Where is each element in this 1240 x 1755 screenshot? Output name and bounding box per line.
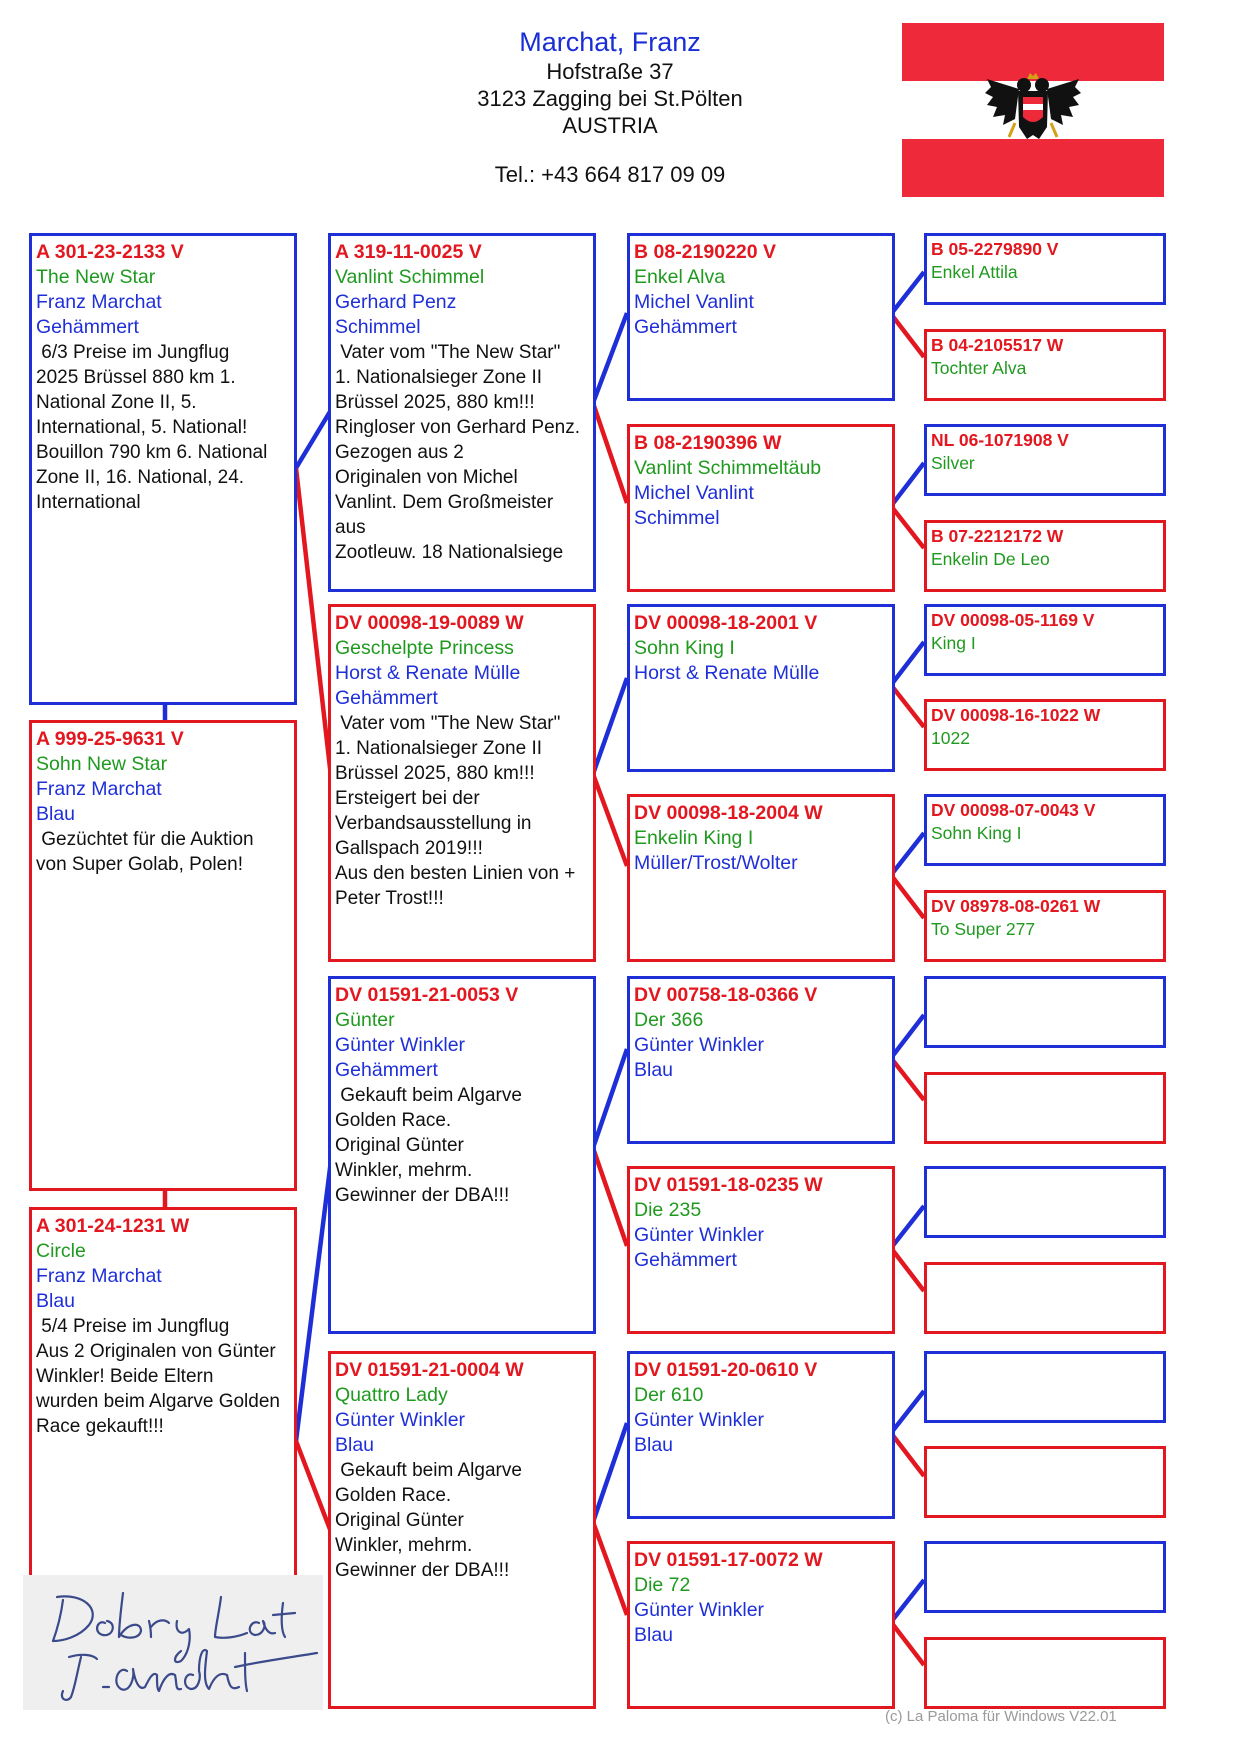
pedigree-card-gen4-1: [924, 233, 1166, 305]
pigeon-name: Tochter Alva: [931, 358, 1027, 378]
pigeon-name: To Super 277: [931, 919, 1036, 939]
pedigree-card-gen4-10: [924, 1072, 1166, 1144]
pigeon-notes: Vater vom "The New Star" 1. Nationalsieger Zone II Brüssel 2025, 880 km!!! Ersteigert bei der Verbandsausstellung in Gallspach 2019!!! Aus den besten Linien von + Peter Trost!!!: [335, 713, 576, 909]
signature-icon: [23, 1575, 323, 1710]
plumage-color: Blau: [634, 1624, 674, 1646]
plumage-color: Schimmel: [335, 316, 421, 338]
ring-number: B 08-2190396 W: [634, 432, 782, 454]
ring-number: A 319-11-0025 V: [335, 241, 482, 263]
pedigree-card-gen4-16: [924, 1637, 1166, 1709]
breeder-phone: Tel.: +43 664 817 09 09: [494, 162, 726, 187]
breeder-owner: Günter Winkler: [335, 1409, 466, 1431]
pigeon-notes: Gekauft beim Algarve Golden Race. Original Günter Winkler, mehrm. Gewinner der DBA!!!: [335, 1460, 522, 1581]
breeder-owner: Michel Vanlint: [634, 482, 754, 504]
breeder-owner: Günter Winkler: [634, 1034, 765, 1056]
pedigree-card-gen3-5: [627, 976, 895, 1144]
breeder-owner: Günter Winkler: [335, 1034, 466, 1056]
breeder-owner: Günter Winkler: [634, 1599, 765, 1621]
pedigree-card-gen4-15: [924, 1541, 1166, 1613]
ring-number: B 08-2190220 V: [634, 241, 777, 263]
pedigree-card-gen4-8: [924, 890, 1166, 962]
plumage-color: Blau: [335, 1434, 375, 1456]
pedigree-card-gen4-3: [924, 424, 1166, 496]
plumage-color: Gehämmert: [634, 1249, 737, 1271]
pedigree-card-gen3-4: [627, 794, 895, 962]
ring-number: DV 01591-20-0610 V: [634, 1359, 818, 1381]
pigeon-notes: Vater vom "The New Star" 1. Nationalsieger Zone II Brüssel 2025, 880 km!!! Ringloser von Gerhard Penz. Gezogen aus 2 Originalen von Michel Vanlint. Dem Großmeister aus Zootleuw. 18 Nationalsiege: [335, 342, 581, 563]
pedigree-card-gen3-6: [627, 1166, 895, 1334]
ring-number: B 05-2279890 V: [931, 239, 1059, 259]
plumage-color: Blau: [634, 1434, 674, 1456]
pigeon-name: Günter: [335, 1009, 395, 1031]
pedigree-card-sire-dam: [328, 604, 596, 962]
plumage-color: Schimmel: [634, 507, 720, 529]
ring-number: A 999-25-9631 V: [36, 728, 184, 750]
pedigree-card-dam-dam: [328, 1351, 596, 1709]
plumage-color: Blau: [36, 803, 76, 825]
pigeon-name: Sohn King I: [634, 637, 735, 659]
breeder-city: 3123 Zagging bei St.Pölten: [477, 86, 743, 111]
ring-number: DV 00098-16-1022 W: [931, 705, 1101, 725]
pigeon-name: Enkel Alva: [634, 266, 726, 288]
pedigree-card-gen4-5: [924, 604, 1166, 676]
pigeon-notes: 6/3 Preise im Jungflug 2025 Brüssel 880 km 1. National Zone II, 5. International, 5. National! Bouillon 790 km 6. National Zone II, 16. National, 24. International: [36, 342, 268, 513]
breeder-owner: Horst & Renate Mülle: [634, 662, 820, 684]
pigeon-name: Enkel Attila: [931, 262, 1018, 282]
ring-number: A 301-24-1231 W: [36, 1215, 190, 1237]
ring-number: DV 01591-21-0004 W: [335, 1359, 524, 1381]
pedigree-card-gen4-9: [924, 976, 1166, 1048]
handwritten-signature: [23, 1575, 323, 1710]
pedigree-card-gen4-11: [924, 1166, 1166, 1238]
copyright-footer: (c) La Paloma für Windows V22.01: [885, 1708, 1117, 1725]
ring-number: DV 08978-08-0261 W: [931, 896, 1101, 916]
plumage-color: Blau: [634, 1059, 674, 1081]
ring-number: DV 01591-17-0072 W: [634, 1549, 823, 1571]
ring-number: DV 01591-18-0235 W: [634, 1174, 823, 1196]
pigeon-name: Quattro Lady: [335, 1384, 448, 1406]
pedigree-card-gen3-1: [627, 233, 895, 401]
plumage-color: Gehämmert: [634, 316, 737, 338]
breeder-owner: Gerhard Penz: [335, 291, 457, 313]
pedigree-card-gen4-6: [924, 699, 1166, 771]
ring-number: B 04-2105517 W: [931, 335, 1064, 355]
plumage-color: Gehämmert: [36, 316, 139, 338]
pedigree-card-gen4-4: [924, 520, 1166, 592]
plumage-color: Gehämmert: [335, 1059, 438, 1081]
breeder-name: Marchat, Franz: [519, 27, 701, 57]
ring-number: DV 00098-05-1169 V: [931, 610, 1095, 630]
pigeon-name: Enkelin De Leo: [931, 549, 1050, 569]
ring-number: DV 01591-21-0053 V: [335, 984, 519, 1006]
pedigree-card-subject: [29, 233, 297, 705]
pigeon-notes: Gezüchtet für die Auktion von Super Golab, Polen!: [36, 829, 254, 875]
breeder-street: Hofstraße 37: [546, 59, 674, 84]
breeder-owner: Günter Winkler: [634, 1409, 765, 1431]
pedigree-card-gen3-7: [627, 1351, 895, 1519]
breeder-owner: Franz Marchat: [36, 1265, 162, 1287]
pigeon-name: 1022: [931, 728, 970, 748]
pigeon-name: Die 72: [634, 1574, 691, 1596]
pigeon-name: Sohn New Star: [36, 753, 168, 775]
pedigree-card-gen3-2: [627, 424, 895, 592]
pigeon-name: Silver: [931, 453, 975, 473]
pedigree-card-gen3-8: [627, 1541, 895, 1709]
ring-number: DV 00098-18-2004 W: [634, 802, 823, 824]
ring-number: B 07-2212172 W: [931, 526, 1064, 546]
pedigree-card-gen4-2: [924, 329, 1166, 401]
pigeon-name: Die 235: [634, 1199, 702, 1221]
pigeon-notes: 5/4 Preise im Jungflug Aus 2 Originalen von Günter Winkler! Beide Eltern wurden beim Algarve Golden Race gekauft!!!: [36, 1316, 280, 1437]
pigeon-name: Vanlint Schimmel: [335, 266, 485, 288]
pigeon-name: Circle: [36, 1240, 86, 1262]
pigeon-name: The New Star: [36, 266, 156, 288]
pedigree-card-gen4-12: [924, 1262, 1166, 1334]
pedigree-card-gen4-14: [924, 1446, 1166, 1518]
breeder-owner: Franz Marchat: [36, 778, 162, 800]
pedigree-card-gen3-3: [627, 604, 895, 772]
ring-number: NL 06-1071908 V: [931, 430, 1069, 450]
ring-number: A 301-23-2133 V: [36, 241, 184, 263]
breeder-owner: Müller/Trost/Wolter: [634, 852, 798, 874]
pigeon-name: Der 366: [634, 1009, 704, 1031]
ring-number: DV 00098-07-0043 V: [931, 800, 1096, 820]
pigeon-name: King I: [931, 633, 976, 653]
pedigree-card-sibling: [29, 720, 297, 1191]
breeder-owner: Horst & Renate Mülle: [335, 662, 521, 684]
pedigree-card-sire: [328, 233, 596, 592]
ring-number: DV 00098-19-0089 W: [335, 612, 524, 634]
pigeon-name: Sohn King I: [931, 823, 1022, 843]
pedigree-card-gen4-7: [924, 794, 1166, 866]
pedigree-card-dam-sire: [328, 976, 596, 1334]
pigeon-name: Der 610: [634, 1384, 704, 1406]
breeder-country: AUSTRIA: [562, 113, 658, 138]
pigeon-name: Enkelin King I: [634, 827, 754, 849]
breeder-owner: Michel Vanlint: [634, 291, 754, 313]
ring-number: DV 00758-18-0366 V: [634, 984, 818, 1006]
plumage-color: Blau: [36, 1290, 76, 1312]
breeder-owner: Günter Winkler: [634, 1224, 765, 1246]
ring-number: DV 00098-18-2001 V: [634, 612, 818, 634]
pigeon-name: Vanlint Schimmeltäub: [634, 457, 822, 479]
plumage-color: Gehämmert: [335, 687, 438, 709]
breeder-owner: Franz Marchat: [36, 291, 162, 313]
pedigree-card-gen4-13: [924, 1351, 1166, 1423]
pigeon-notes: Gekauft beim Algarve Golden Race. Original Günter Winkler, mehrm. Gewinner der DBA!!!: [335, 1085, 522, 1206]
pigeon-name: Geschelpte Princess: [335, 637, 514, 659]
